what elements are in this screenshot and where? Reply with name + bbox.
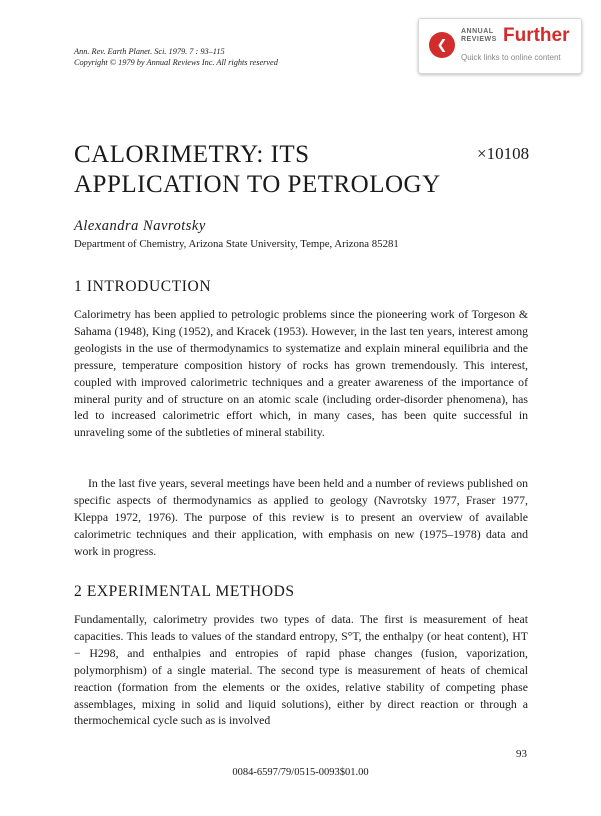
author-affiliation: Department of Chemistry, Arizona State University, Tempe, Arizona 85281: [74, 238, 399, 250]
footer-code: 0084-6597/79/0515-0093$01.00: [232, 767, 369, 778]
brand-further: Further: [503, 25, 570, 46]
annual-reviews-further-banner[interactable]: [418, 18, 582, 74]
intro-paragraph-2: In the last five years, several meetings have been held and a number of reviews published on specific aspects of thermodynamics as applied to geology (Navrotsky 1977, Fraser 1977, Kleppa 1972, 1976). The purpose of this review is to present an overview of available calorimetric techniques and their application, with emphasis on new (1975–1978) data and work in progress.: [74, 476, 528, 558]
journal-header: [74, 46, 278, 68]
article-code: ×10108: [477, 144, 530, 163]
article-title: CALORIMETRY: ITS APPLICATION TO PETROLOGY: [74, 141, 441, 198]
copyright-notice: Copyright © 1979 by Annual Reviews Inc. All rights reserved: [74, 58, 278, 67]
page-number: 93: [516, 748, 527, 760]
section-heading-experimental-methods: 2 EXPERIMENTAL METHODS: [74, 583, 295, 600]
author-name: Alexandra Navrotsky: [74, 218, 206, 234]
methods-paragraph-1: Fundamentally, calorimetry provides two types of data. The first is measurement of heat capacities. This leads to values of the standard entropy, S°T, the enthalpy (or heat content), HT − H298, and enthalpies and entropies of rapid phase changes (fusion, vaporization, polymorphism) of a single material. The second type is measurement of heats of chemical reaction (formation from the elements or the oxides, relative stability of competing phase assemblages, mixing in solid and liquid solutions), either by direct reaction or through a thermochemical cycle such as is involved: [74, 612, 528, 728]
chevron-left-icon: ❮: [429, 32, 455, 58]
section-heading-introduction: 1 INTRODUCTION: [74, 278, 212, 295]
brand-small-text: ANNUAL REVIEWS: [461, 28, 497, 43]
banner-tagline: Quick links to online content: [461, 53, 561, 62]
intro-paragraph-1: Calorimetry has been applied to petrologic problems since the pioneering work of Torgeson & Sahama (1948), King (1952), and Kracek (1953). However, in the last ten years, interest among geologists in the use of thermodynamics to systematize and explain mineral equilibria and the pressure, temperature composition history of rocks has grown tremendously. This interest, coupled with improved calorimetric techniques and a greater awareness of the importance of mineral purity and of structure on an atomic scale (including order-disorder phenomena), has led to increased calorimetric effort which, in many cases, has been quite successful in unraveling some of the subtleties of mineral stability.: [74, 307, 528, 440]
journal-citation: Ann. Rev. Earth Planet. Sci. 1979. 7 : 93–115: [74, 47, 225, 56]
